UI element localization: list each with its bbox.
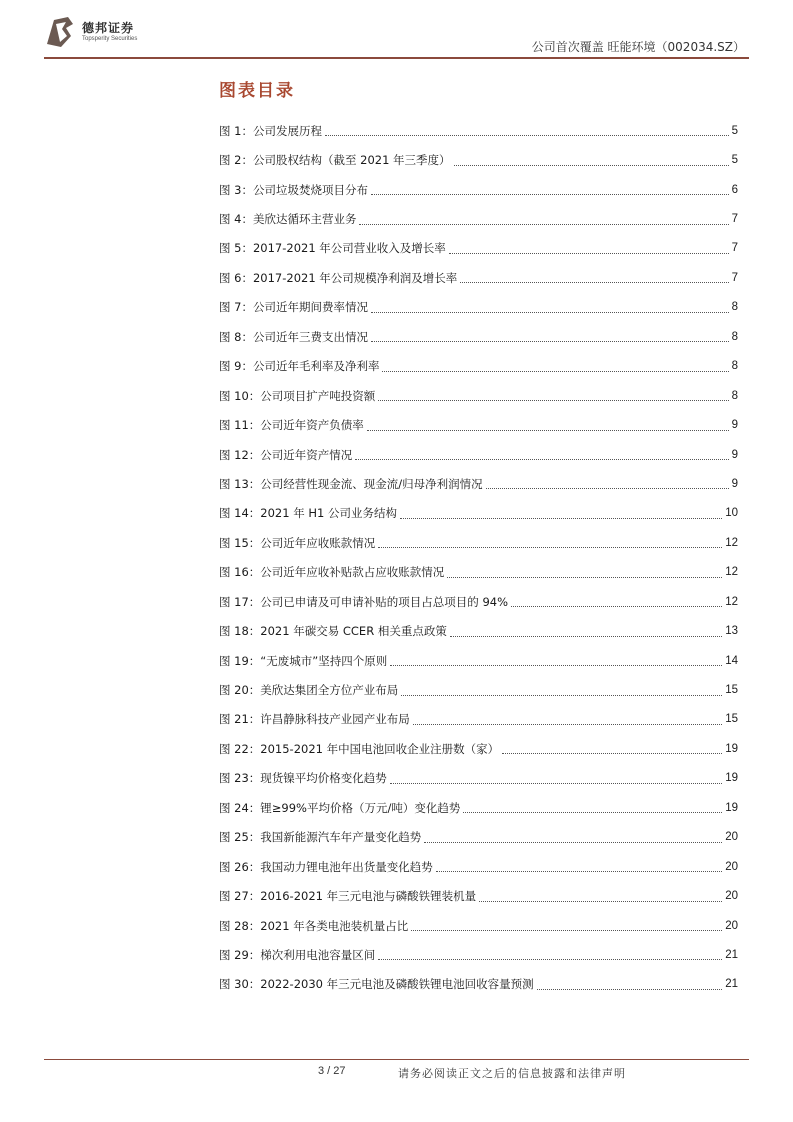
toc-entry-label[interactable]: 图 4：美欣达循环主营业务 [219,212,357,227]
toc-entry-page[interactable]: 8 [731,301,738,314]
page-number: 3 / 27 [318,1065,346,1077]
company-logo [44,12,137,52]
toc-entry-label[interactable]: 图 3：公司垃圾焚烧项目分布 [219,182,368,197]
page-header [0,0,793,62]
toc-entry[interactable] [219,410,738,439]
toc-dot-leader [359,216,728,225]
toc-entry-page[interactable]: 19 [725,772,738,785]
toc-entry-page[interactable]: 21 [725,948,738,961]
toc-entry-page[interactable]: 20 [725,919,738,932]
toc-entry-label[interactable]: 图 12：公司近年资产情况 [219,447,353,462]
toc-entry-label[interactable]: 图 11：公司近年资产负债率 [219,418,364,433]
toc-entry-label[interactable]: 图 6：2017-2021 年公司规模净利润及增长率 [219,270,458,285]
toc-entry[interactable] [219,793,738,822]
toc-entry[interactable] [219,263,738,292]
toc-entry-label[interactable]: 图 13：公司经营性现金流、现金流/归母净利润情况 [219,476,483,491]
toc-dot-leader [449,245,729,254]
toc-dot-leader [367,422,729,431]
toc-dot-leader [401,687,722,696]
toc-entry-page[interactable]: 20 [725,860,738,873]
toc-entry[interactable] [219,675,738,704]
toc-entry[interactable] [219,352,738,381]
toc-entry-label[interactable]: 图 23：现货镍平均价格变化趋势 [219,771,387,786]
toc-entry-page[interactable]: 12 [725,536,738,549]
toc-dot-leader [463,804,722,813]
toc-dot-leader [355,451,728,460]
toc-entry[interactable] [219,381,738,410]
toc-dot-leader [502,745,722,754]
toc-dot-leader [371,333,729,342]
toc-dot-leader [454,157,729,166]
toc-entry[interactable] [219,558,738,587]
footer-divider [44,1059,749,1060]
toc-dot-leader [479,893,722,902]
toc-entry-page[interactable]: 21 [725,978,738,991]
toc-dot-leader [390,775,722,784]
logo-english-name: Topsperity Securities [82,35,138,42]
toc-entry-page[interactable]: 9 [731,477,738,490]
toc-dot-leader [378,951,722,960]
toc-entry-page[interactable]: 12 [725,595,738,608]
toc-entry[interactable] [219,587,738,616]
toc-entry-page[interactable]: 7 [731,271,738,284]
toc-entry-label[interactable]: 图 9：公司近年毛利率及净利率 [219,359,380,374]
toc-entry-label[interactable]: 图 19：“无废城市”坚持四个原则 [219,653,388,668]
toc-entry[interactable] [219,440,738,469]
toc-entry-label[interactable]: 图 10：公司项目扩产吨投资额 [219,388,376,403]
toc-entry-page[interactable]: 8 [731,360,738,373]
toc-entry-label[interactable]: 图 16：公司近年应收补贴款占应收账款情况 [219,565,445,580]
toc-entry-page[interactable]: 20 [725,831,738,844]
toc-entry-label[interactable]: 图 25：我国新能源汽车年产量变化趋势 [219,830,422,845]
toc-entry-page[interactable]: 20 [725,890,738,903]
toc-entry[interactable] [219,764,738,793]
toc-dot-leader [436,863,722,872]
toc-dot-leader [424,834,722,843]
toc-entry-page[interactable]: 7 [731,242,738,255]
toc-entry-label[interactable]: 图 18：2021 年碳交易 CCER 相关重点政策 [219,624,447,639]
toc-entry-page[interactable]: 19 [725,742,738,755]
toc-title: 图表目录 [219,81,295,101]
report-header-title: 公司首次覆盖 旺能环境（002034.SZ） [531,40,745,54]
page-footer [0,1065,793,1083]
legal-disclaimer: 请务必阅读正文之后的信息披露和法律声明 [398,1067,626,1080]
toc-entry[interactable] [219,293,738,322]
toc-dot-leader [378,539,722,548]
toc-entry-label[interactable]: 图 7：公司近年期间费率情况 [219,300,368,315]
toc-dot-leader [382,363,728,372]
toc-entry[interactable] [219,970,738,999]
toc-entry[interactable] [219,528,738,557]
toc-dot-leader [460,274,728,283]
toc-entry-page[interactable]: 12 [725,566,738,579]
toc-dot-leader [537,981,723,990]
toc-entry-page[interactable]: 5 [731,124,738,137]
toc-entry-label[interactable]: 图 29：梯次利用电池容量区间 [219,947,376,962]
toc-entry-label[interactable]: 图 1：公司发展历程 [219,123,322,138]
toc-entry[interactable] [219,175,738,204]
toc-entry-label[interactable]: 图 17：公司已申请及可申请补贴的项目占总项目的 94% [219,594,509,609]
toc-entry-page[interactable]: 7 [731,213,738,226]
toc-entry-label[interactable]: 图 24：锂≥99%平均价格（万元/吨）变化趋势 [219,800,461,815]
toc-dot-leader [450,628,722,637]
toc-entry[interactable] [219,852,738,881]
toc-entry-page[interactable]: 8 [731,389,738,402]
toc-entry[interactable] [219,881,738,910]
toc-dot-leader [413,716,722,725]
toc-entry-page[interactable]: 5 [731,154,738,167]
toc-entry[interactable] [219,705,738,734]
toc-entry-page[interactable]: 9 [731,448,738,461]
toc-entry-label[interactable]: 图 27：2016-2021 年三元电池与磷酸铁锂装机量 [219,889,477,904]
toc-entry-label[interactable]: 图 30：2022-2030 年三元电池及磷酸铁锂电池回收容量预测 [219,977,534,992]
toc-dot-leader [371,304,729,313]
toc-entry-label[interactable]: 图 26：我国动力锂电池年出货量变化趋势 [219,859,433,874]
toc-entry[interactable] [219,116,738,145]
toc-dot-leader [447,569,722,578]
toc-entry[interactable] [219,646,738,675]
toc-dot-leader [411,922,722,931]
toc-entry[interactable] [219,234,738,263]
toc-entry-page[interactable]: 10 [725,507,738,520]
toc-entry-label[interactable]: 图 14：2021 年 H1 公司业务结构 [219,506,397,521]
toc-dot-leader [511,598,722,607]
toc-entry[interactable] [219,322,738,351]
toc-entry-page[interactable]: 9 [731,419,738,432]
toc-entry[interactable] [219,204,738,233]
toc-entry-page[interactable]: 19 [725,801,738,814]
toc-dot-leader [325,127,729,136]
logo-chinese-name: 德邦证券 [82,20,135,35]
toc-entry-page[interactable]: 13 [725,625,738,638]
toc-entry-page[interactable]: 15 [725,684,738,697]
toc-entry-label[interactable]: 图 5：2017-2021 年公司营业收入及增长率 [219,241,446,256]
toc-entry-page[interactable]: 15 [725,713,738,726]
figure-list [219,116,738,999]
toc-dot-leader [390,657,722,666]
toc-entry-label[interactable]: 图 15：公司近年应收账款情况 [219,535,376,550]
toc-entry[interactable] [219,911,738,940]
header-divider [44,57,749,59]
toc-entry-page[interactable]: 8 [731,330,738,343]
toc-entry-label[interactable]: 图 22：2015-2021 年中国电池回收企业注册数（家） [219,741,500,756]
toc-entry-label[interactable]: 图 2：公司股权结构（截至 2021 年三季度） [219,153,451,168]
toc-dot-leader [400,510,722,519]
toc-entry[interactable] [219,823,738,852]
toc-entry[interactable] [219,469,738,498]
toc-dot-leader [486,480,729,489]
toc-entry-label[interactable]: 图 20：美欣达集团全方位产业布局 [219,683,399,698]
toc-entry-page[interactable]: 6 [731,183,738,196]
toc-entry[interactable] [219,734,738,763]
toc-dot-leader [371,186,729,195]
toc-dot-leader [378,392,728,401]
toc-entry-label[interactable]: 图 8：公司近年三费支出情况 [219,329,368,344]
toc-entry-page[interactable]: 14 [725,654,738,667]
toc-entry[interactable] [219,616,738,645]
toc-entry[interactable] [219,145,738,174]
toc-entry[interactable] [219,499,738,528]
logo-mark-icon [44,14,76,50]
toc-entry-label[interactable]: 图 28：2021 年各类电池装机量占比 [219,918,409,933]
toc-entry-label[interactable]: 图 21：许昌静脉科技产业园产业布局 [219,712,410,727]
toc-entry[interactable] [219,940,738,969]
